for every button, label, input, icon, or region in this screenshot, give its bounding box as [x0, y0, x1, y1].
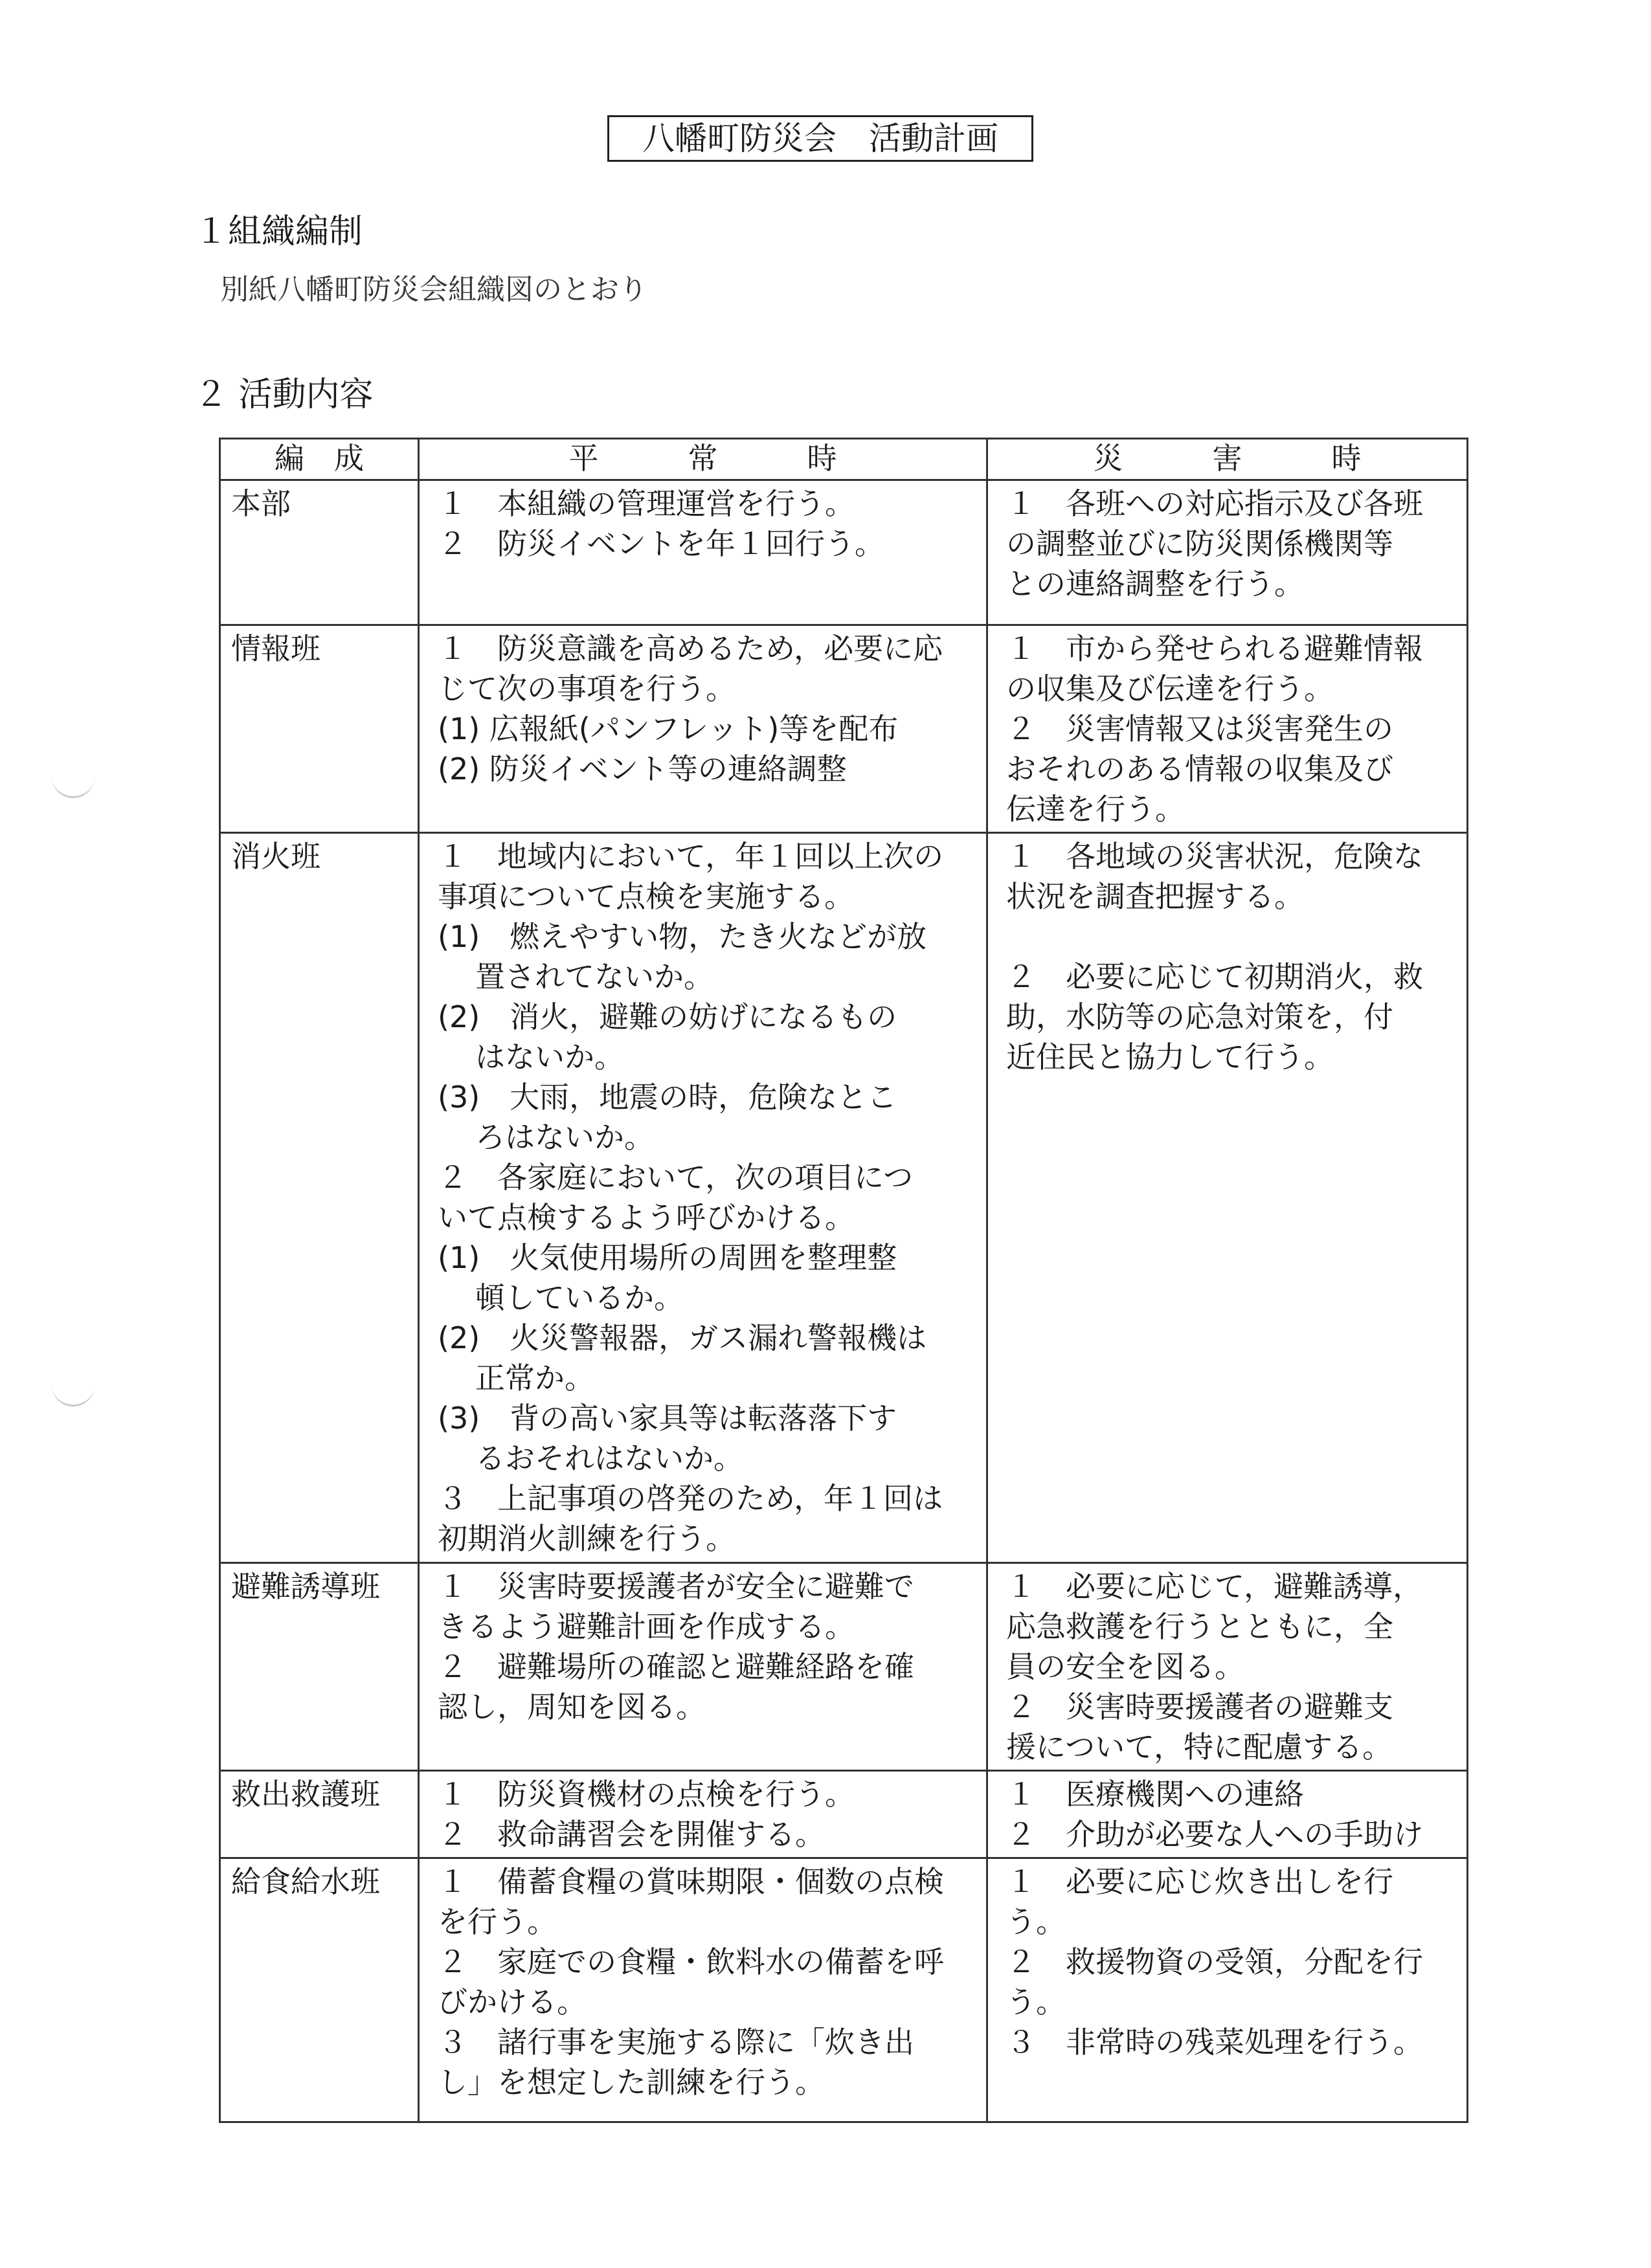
cell-line: 初期消火訓練を行う。	[438, 1521, 736, 1556]
team-name-cell: 情報班	[220, 625, 419, 833]
table-body	[220, 480, 1468, 2122]
cell-line: １ 市から発せられる避難情報	[1006, 631, 1423, 666]
cell-line: の調整並びに防災関係機関等	[1006, 526, 1393, 561]
cell-line: 認し，周知を図る。	[438, 1689, 706, 1724]
cell-line: ろはないか。	[475, 1120, 654, 1155]
table-row	[220, 1858, 1468, 2122]
cell-line: いて点検するよう呼びかける。	[438, 1200, 855, 1235]
cell-line: 置されてないか。	[475, 959, 713, 994]
cell-line: ３ 非常時の残菜処理を行う。	[1006, 2025, 1423, 2060]
cell-line: 援について，特に配慮する。	[1006, 1729, 1393, 1764]
disaster-time-cell	[987, 1858, 1468, 2122]
cell-line: ２ 防災イベントを年１回行う。	[438, 526, 884, 561]
cell-line: びかける。	[438, 1984, 587, 2019]
cell-line: ２ 災害時要援護者の避難支	[1006, 1689, 1393, 1724]
cell-line: １ 備蓄食糧の賞味期限・個数の点検	[438, 1864, 944, 1899]
punch-hole-mark-bottom	[52, 1385, 95, 1406]
section-1-body: 別紙八幡町防災会組織図のとおり	[220, 273, 647, 306]
normal-time-cell	[419, 1563, 987, 1771]
cell-line: ２ 家庭での食糧・飲料水の備蓄を呼	[438, 1944, 944, 1979]
cell-line: はないか。	[475, 1040, 624, 1074]
page-title: 八幡町防災会 活動計画	[607, 115, 1033, 162]
table-row	[220, 480, 1468, 625]
cell-line: ２ 避難場所の確認と避難経路を確	[438, 1649, 914, 1684]
cell-line: ２ 救援物資の受領，分配を行	[1006, 1944, 1423, 1979]
cell-line: う。	[1006, 1984, 1066, 2019]
cell-line	[998, 917, 1457, 957]
section-1-heading: １組織編制	[194, 212, 363, 251]
cell-line: (3) 背の高い家具等は転落落下す	[438, 1401, 897, 1436]
cell-line: (1) 火気使用場所の周囲を整理整	[438, 1240, 897, 1275]
table-row	[220, 625, 1468, 833]
team-name-cell: 本部	[220, 480, 419, 625]
cell-line: １ 防災資機材の点検を行う。	[438, 1777, 855, 1812]
disaster-time-cell	[987, 480, 1468, 625]
cell-line: １ 医療機関への連絡	[1006, 1777, 1304, 1812]
disaster-time-cell	[987, 833, 1468, 1563]
cell-line: 員の安全を図る。	[1006, 1649, 1244, 1684]
cell-line: ２ 各家庭において，次の項目につ	[438, 1160, 914, 1195]
cell-line: 正常か。	[475, 1361, 594, 1395]
cell-line: ２ 必要に応じて初期消火，救	[1006, 959, 1423, 994]
cell-line: １ 本組織の管理運営を行う。	[438, 486, 855, 521]
cell-line: おそれのある情報の収集及び	[1006, 751, 1393, 786]
table-row	[220, 833, 1468, 1563]
cell-line: (3) 大雨，地震の時，危険なとこ	[438, 1080, 897, 1115]
normal-time-cell	[419, 480, 987, 625]
cell-line: １ 必要に応じ炊き出しを行	[1006, 1864, 1393, 1899]
cell-line: (2) 火災警報器，ガス漏れ警報機は	[438, 1320, 927, 1355]
table-row	[220, 1771, 1468, 1858]
cell-line: (2) 防災イベント等の連絡調整	[438, 751, 847, 786]
cell-line: 事項について点検を実施する。	[438, 879, 855, 914]
cell-line: 頓しているか。	[475, 1280, 684, 1315]
cell-line: (1) 燃えやすい物，たき火などが放	[438, 919, 927, 954]
cell-line: (1) 広報紙(パンフレット)等を配布	[438, 711, 899, 746]
disaster-time-cell	[987, 1771, 1468, 1858]
cell-line: じて次の事項を行う。	[438, 671, 736, 706]
cell-line: きるよう避難計画を作成する。	[438, 1609, 855, 1644]
cell-line: 近住民と協力して行う。	[1006, 1040, 1334, 1074]
cell-line: るおそれはないか。	[475, 1441, 743, 1476]
cell-line: の収集及び伝達を行う。	[1006, 671, 1334, 706]
team-name-cell: 救出救護班	[220, 1771, 419, 1858]
table-header-row	[220, 439, 1468, 480]
cell-line: 応急救護を行うとともに，全	[1006, 1609, 1393, 1644]
normal-time-cell	[419, 833, 987, 1563]
cell-line: ２ 災害情報又は災害発生の	[1006, 711, 1393, 746]
punch-hole-mark-top	[52, 777, 95, 798]
cell-line: １ 各班への対応指示及び各班	[1006, 486, 1423, 521]
team-name-cell: 給食給水班	[220, 1858, 419, 2122]
cell-line: １ 防災意識を高めるため，必要に応	[438, 631, 943, 666]
cell-line: 状況を調査把握する。	[1006, 879, 1304, 914]
cell-line: １ 必要に応じて，避難誘導，	[1006, 1569, 1423, 1604]
header-normal-time: 平 常 時	[419, 439, 987, 480]
team-name-cell: 避難誘導班	[220, 1563, 419, 1771]
normal-time-cell	[419, 625, 987, 833]
cell-line: ３ 諸行事を実施する際に「炊き出	[438, 2025, 914, 2060]
cell-line: １ 地域内において，年１回以上次の	[438, 839, 944, 874]
normal-time-cell	[419, 1858, 987, 2122]
cell-line: との連絡調整を行う。	[1006, 566, 1304, 601]
disaster-time-cell	[987, 625, 1468, 833]
cell-line: し」を想定した訓練を行う。	[438, 2065, 825, 2100]
cell-line: １ 各地域の災害状況，危険な	[1006, 839, 1423, 874]
header-organization: 編 成	[220, 439, 419, 480]
normal-time-cell	[419, 1771, 987, 1858]
cell-line: 助，水防等の応急対策を，付	[1006, 999, 1393, 1034]
cell-line: ２ 介助が必要な人への手助け	[1006, 1817, 1423, 1852]
table-row	[220, 1563, 1468, 1771]
header-disaster-time: 災 害 時	[987, 439, 1468, 480]
cell-line: ２ 救命講習会を開催する。	[438, 1817, 825, 1852]
team-name-cell: 消火班	[220, 833, 419, 1563]
activity-table	[219, 438, 1468, 2123]
cell-line: (2) 消火，避難の妨げになるもの	[438, 999, 897, 1034]
disaster-time-cell	[987, 1563, 1468, 1771]
cell-line: 伝達を行う。	[1006, 792, 1185, 827]
cell-line: ３ 上記事項の啓発のため，年１回は	[438, 1481, 943, 1516]
cell-line: １ 災害時要援護者が安全に避難で	[438, 1569, 914, 1604]
section-2-heading: ２ 活動内容	[194, 375, 374, 414]
cell-line: う。	[1006, 1904, 1066, 1939]
cell-line: を行う。	[438, 1904, 557, 1939]
